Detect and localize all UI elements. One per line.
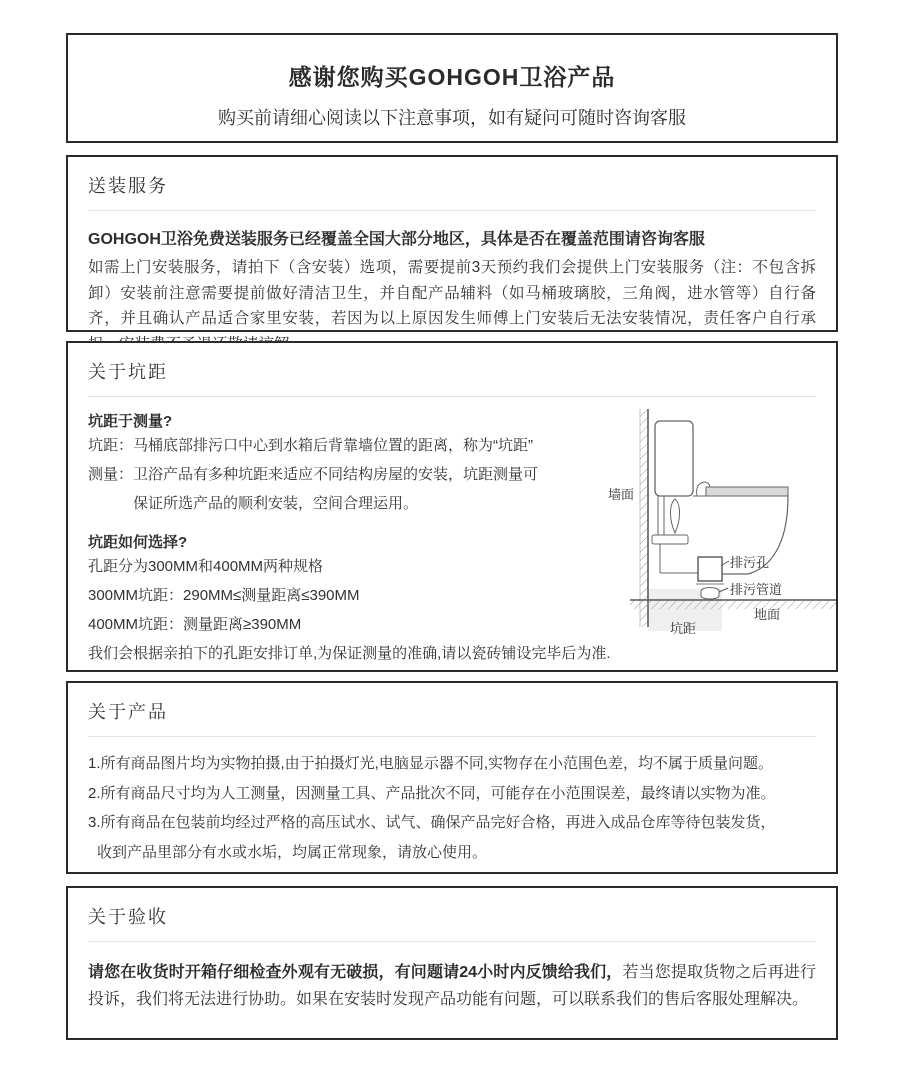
pit-text-column (88, 410, 648, 668)
wall-hatch (640, 409, 648, 627)
valve-bracket (652, 535, 688, 544)
section-about-product (66, 681, 838, 874)
pit-question-measure: 坑距于测量? (88, 413, 173, 430)
product-note: 3.所有商品在包装前均经过严格的高压试水、试气、确保产品完好合格，再进入成品仓库等待包装发货， (88, 814, 776, 831)
page-title: 感谢您购买GOHGOH卫浴产品 (288, 64, 616, 90)
acceptance-lead-text: 请您在收货时开箱仔细检查外观有无破损，有问题请24小时内反馈给我们， (88, 964, 623, 981)
toilet-tank (655, 421, 693, 496)
pit-line: 坑距：马桶底部排污口中心到水箱后背靠墙位置的距离，称为“坑距” (88, 437, 533, 454)
drain-hole (698, 557, 722, 581)
section-title-pit: 关于坑距 (88, 362, 168, 382)
pit-line: 孔距分为300MM和400MM两种规格 (88, 558, 324, 575)
label-drain-pipe: 排污管道 (730, 582, 783, 597)
product-note-continuation: 收到产品里部分有水或水垢，均属正常现象，请放心使用。 (97, 843, 488, 861)
floor-hatch (630, 601, 836, 609)
pit-question-choose: 坑距如何选择? (88, 534, 188, 551)
label-ground: 地面 (754, 607, 781, 622)
flush-valve (670, 499, 679, 533)
drain-pipe (701, 588, 719, 600)
page-subtitle: 购买前请细心阅读以下注意事项，如有疑问可随时咨询客服 (218, 108, 686, 128)
pit-line: 300MM坑距：290MM≤测量距离≤390MM (88, 587, 360, 604)
section-title-acceptance: 关于验收 (88, 907, 168, 927)
header-notice-box (66, 33, 838, 143)
divider (88, 210, 816, 211)
section-title-product: 关于产品 (88, 702, 168, 722)
product-note: 2.所有商品尺寸均为人工测量，因测量工具、产品批次不同，可能存在小范围误差，最终请以实物为准。 (88, 784, 776, 802)
toilet-seat (706, 487, 788, 496)
pit-line: 400MM坑距：测量距离≥390MM (88, 616, 302, 633)
pit-distance-diagram (602, 395, 840, 647)
label-drain-hole: 排污孔 (730, 555, 770, 570)
product-notes-list (88, 749, 816, 867)
delivery-body-text: 如需上门安装服务，请拍下（含安装）选项，需要提前3天预约我们会提供上门安装服务（注：不包含拆卸）安装前注意需要提前做好清洁卫生，并自配产品辅料（如马桶玻璃胶，三角阀，进水管等）自行备齐，并且确认产品适合家里安装，若因为以上原因发生师傅上门安装后无法安装情况，责任客户自行承 (88, 259, 816, 327)
acceptance-paragraph (88, 959, 816, 1013)
section-delivery-service (66, 155, 838, 332)
section-title-delivery: 送装服务 (88, 176, 168, 196)
pit-line: 测量：卫浴产品有多种坑距来适应不同结构房屋的安装，坑距测量可 (88, 466, 539, 483)
section-acceptance (66, 886, 838, 1040)
pit-line: 保证所选产品的顺利安装，空间合理运用。 (133, 495, 419, 512)
product-note: 1.所有商品图片均为实物拍摄,由于拍摄灯光,电脑显示器不同,实物存在小范围色差，均不属于质量问题。 (88, 755, 774, 772)
acceptance-body-text: 若当您提取货物之后再进行投诉，我们将无法进行协助。如果在安装时发现产品功能有问题，可以联系我们的售后客服处理解决。 (88, 964, 816, 1008)
delivery-lead-text: GOHGOH卫浴免费送装服务已经覆盖全国大部分地区，具体是否在覆盖范围请咨询客服 (88, 231, 705, 248)
label-pit: 坑距 (670, 621, 697, 636)
section-pit-distance (66, 341, 838, 672)
pit-line: 我们会根据亲拍下的孔距安排订单,为保证测量的准确,请以瓷砖铺设完毕后为准. (88, 645, 611, 662)
label-wall: 墙面 (608, 487, 635, 502)
divider (88, 736, 816, 737)
divider (88, 941, 816, 942)
